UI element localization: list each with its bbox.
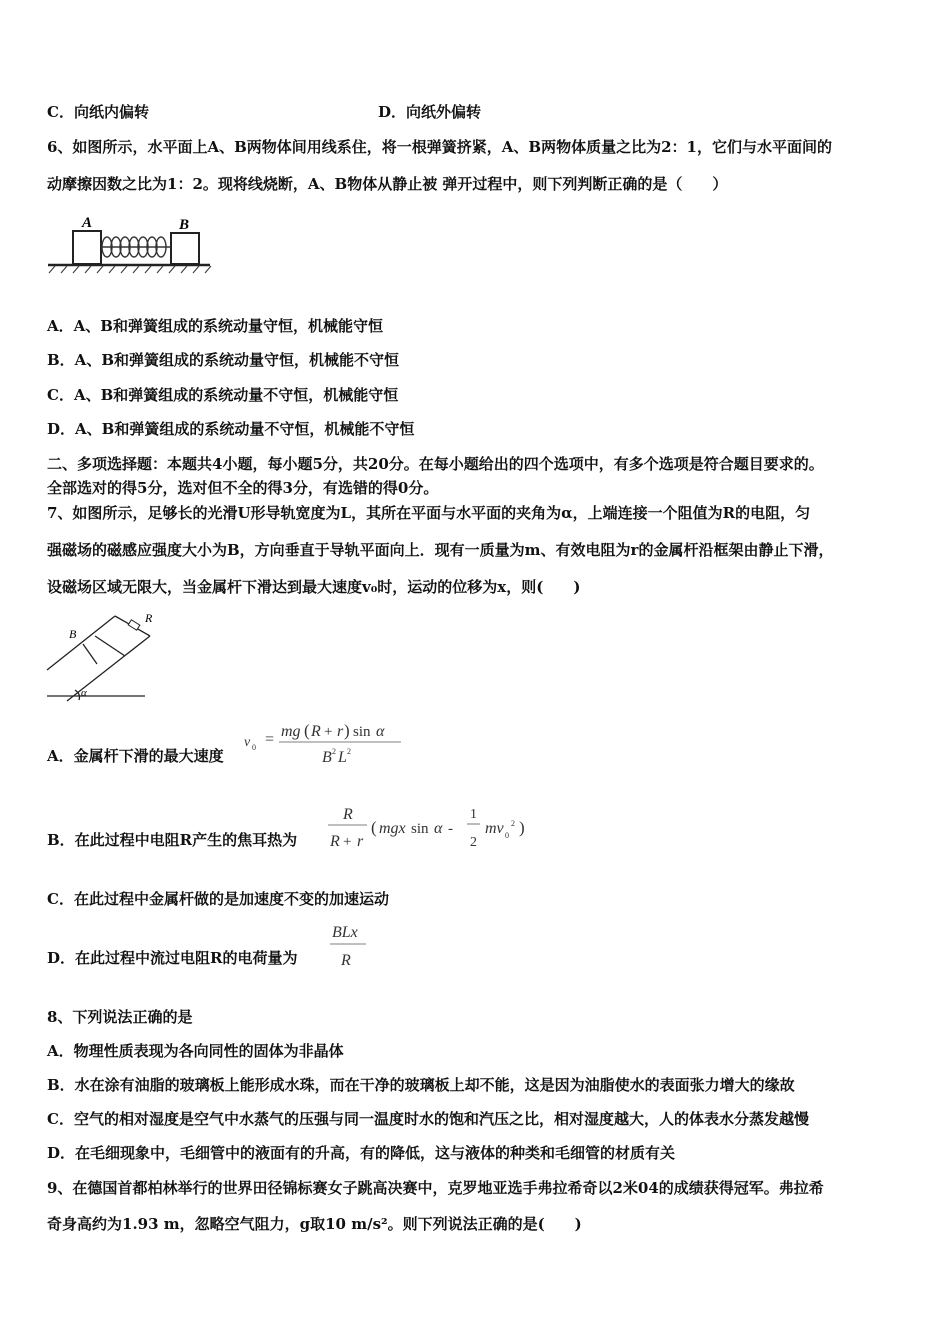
q5-option-d: D．向纸外偏转 — [378, 103, 482, 121]
q7-stem-line3: 设磁场区域无限大，当金属杆下滑达到最大速度v₀时，运动的位移为x，则( ) — [47, 578, 581, 596]
svg-text:B: B — [322, 749, 332, 766]
q8-option-d: D．在毛细现象中，毛细管中的液面有的升高，有的降低，这与液体的种类和毛细管的材质有关 — [47, 1144, 676, 1162]
b-field-line — [83, 644, 97, 664]
svg-text:2: 2 — [332, 747, 336, 756]
svg-text:BLx: BLx — [332, 924, 358, 941]
q6-option-b: B．A、B和弹簧组成的系统动量守恒，机械能不守恒 — [47, 351, 399, 369]
spring — [101, 237, 171, 257]
svg-text:0: 0 — [505, 831, 509, 840]
resistor — [128, 620, 140, 630]
svg-text:r: r — [337, 723, 344, 740]
svg-text:+: + — [324, 724, 333, 740]
svg-text:): ) — [519, 818, 525, 837]
svg-text:sin: sin — [411, 821, 429, 837]
svg-text:2: 2 — [511, 819, 515, 828]
svg-text:R: R — [330, 833, 340, 850]
q6-option-c: C．A、B和弹簧组成的系统动量不守恒，机械能守恒 — [47, 386, 399, 404]
svg-text:(: ( — [371, 818, 377, 837]
q7-option-a-text: A．金属杆下滑的最大速度 — [47, 747, 224, 765]
q7-stem-line2: 强磁场的磁感应强度大小为B，方向垂直于导轨平面向上．现有一质量为m、有效电阻为r的金属杆沿框架由静止下滑， — [47, 541, 834, 559]
formula-a-render — [243, 718, 408, 768]
svg-text:R: R — [311, 723, 321, 740]
svg-text:+: + — [343, 834, 352, 850]
svg-text:r: r — [357, 833, 364, 850]
svg-text:2: 2 — [347, 747, 351, 756]
ground-hatching — [49, 266, 211, 273]
q6-figure — [45, 210, 215, 275]
svg-text:v: v — [244, 735, 251, 750]
label-b-field: B — [69, 627, 77, 641]
q7-option-a-formula — [243, 718, 408, 772]
section2-line2: 全部选对的得5分，选对但不全的得3分，有选错的得0分。 — [47, 479, 439, 497]
svg-text:2: 2 — [470, 835, 477, 850]
block-a — [73, 231, 101, 264]
svg-text:mv: mv — [485, 820, 504, 837]
svg-text:1: 1 — [470, 807, 477, 822]
label-a: A — [82, 215, 93, 231]
q6-option-d: D．A、B和弹簧组成的系统动量不守恒，机械能不守恒 — [47, 420, 415, 438]
label-b: B — [179, 217, 190, 233]
svg-text:=: = — [265, 731, 275, 748]
q9-stem-line2: 奇身高约为1.93 m，忽略空气阻力，g取10 m/s²。则下列说法正确的是( ) — [47, 1215, 582, 1233]
svg-text:L: L — [338, 749, 347, 766]
svg-text:0: 0 — [252, 743, 256, 752]
label-alpha: α — [81, 687, 87, 699]
q8-option-c: C．空气的相对湿度是空气中水蒸气的压强与同一温度时水的饱和汽压之比，相对湿度越大，人的体表水分蒸发越慢 — [47, 1110, 809, 1128]
q7-figure — [45, 608, 155, 705]
q8-option-b: B．水在涂有油脂的玻璃板上能形成水珠，而在干净的玻璃板上却不能，这是因为油脂使水的表面张力增大的缘故 — [47, 1076, 795, 1094]
svg-text:α: α — [376, 723, 385, 740]
q7-option-b-formula — [325, 800, 535, 859]
q6-stem-line2: 动摩擦因数之比为1：2。现将线烧断，A、B物体从静止被 弹开过程中，则下列判断正确的是（ ） — [47, 175, 728, 193]
q7-option-b-text: B．在此过程中电阻R产生的焦耳热为 — [47, 831, 298, 849]
svg-text:(: ( — [304, 721, 310, 740]
q7-option-d-formula — [328, 918, 373, 977]
svg-text:sin: sin — [353, 724, 371, 740]
q8-option-a: A．物理性质表现为各向同性的固体为非晶体 — [47, 1042, 344, 1060]
q7-stem-line1: 7、如图所示，足够长的光滑U形导轨宽度为L，其所在平面与水平面的夹角为α，上端连接一个阻值为R的电阻，匀 — [47, 504, 811, 522]
q9-stem-line1: 9、在德国首都柏林举行的世界田径锦标赛女子跳高决赛中，克罗地亚选手弗拉希奇以2米04的成绩获得冠军。弗拉希 — [47, 1179, 824, 1197]
svg-text:R: R — [341, 952, 351, 969]
q6-option-a: A．A、B和弹簧组成的系统动量守恒，机械能守恒 — [47, 317, 383, 335]
svg-text:R: R — [343, 806, 353, 823]
svg-text:): ) — [344, 721, 350, 740]
svg-text:mgx: mgx — [379, 820, 406, 837]
section2-line1: 二、多项选择题：本题共4小题，每小题5分，共20分。在每小题给出的四个选项中，有多个选项是符合题目要求的。 — [47, 455, 824, 473]
formula-b-render — [325, 800, 535, 855]
q7-option-d-text: D．在此过程中流过电阻R的电荷量为 — [47, 949, 298, 967]
q7-option-c: C．在此过程中金属杆做的是加速度不变的加速运动 — [47, 890, 389, 908]
q5-option-c: C．向纸内偏转 — [47, 103, 149, 121]
svg-text:-: - — [448, 821, 453, 837]
label-r: R — [145, 611, 153, 625]
block-b — [171, 233, 199, 264]
svg-text:α: α — [434, 820, 443, 837]
formula-d-render — [328, 918, 373, 973]
svg-text:mg: mg — [281, 723, 301, 740]
metal-rod — [95, 636, 125, 656]
q8-stem: 8、下列说法正确的是 — [47, 1008, 193, 1026]
q6-stem-line1: 6、如图所示，水平面上A、B两物体间用线系住，将一根弹簧挤紧，A、B两物体质量之比为2：1，它们与水平面间的 — [47, 138, 832, 156]
